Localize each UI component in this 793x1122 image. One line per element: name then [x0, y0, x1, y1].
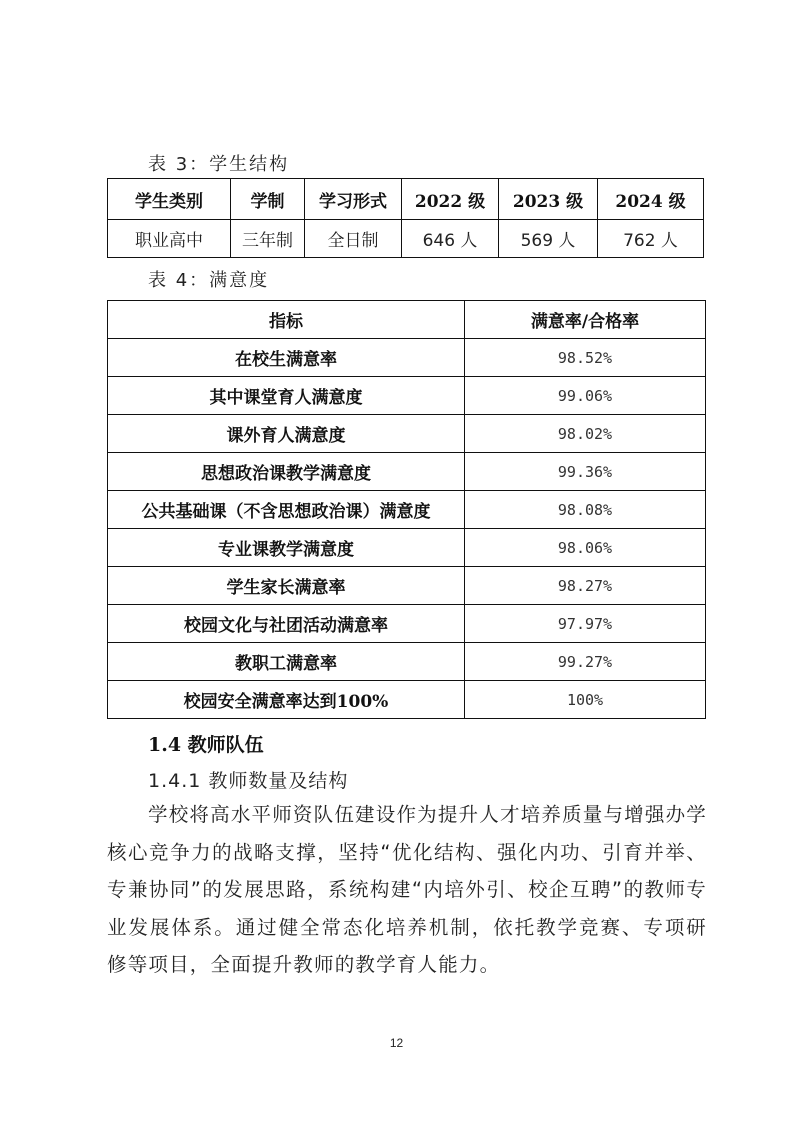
- table4-caption: 表 4：满意度: [148, 270, 270, 291]
- rate-value: 99.36%: [465, 453, 706, 491]
- table-row: [108, 453, 706, 491]
- subsection-heading: 1.4.1 教师数量及结构: [148, 770, 349, 792]
- rate-value: 98.27%: [465, 567, 706, 605]
- indicator-label: 思想政治课教学满意度: [108, 453, 465, 491]
- cell-grade-2022: 646 人: [402, 220, 499, 258]
- header-rate: 满意率/合格率: [465, 301, 706, 339]
- rate-value: 98.02%: [465, 415, 706, 453]
- table-row: [108, 681, 706, 719]
- cell-study-mode: 全日制: [305, 220, 402, 258]
- indicator-label: 其中课堂育人满意度: [108, 377, 465, 415]
- body-paragraph: 学校将高水平师资队伍建设作为提升人才培养质量与增强办学核心竞争力的战略支撑，坚持“优化结构、强化内功、引育并举、专兼协同”的发展思路，系统构建“内培外引、校企互聘”的教师专业发展体系。通过健全常态化培养机制，依托教学竞赛、专项研修等项目，全面提升教师的教学育人能力。: [107, 803, 707, 976]
- rate-value: 98.08%: [465, 491, 706, 529]
- table-header-row: [108, 301, 706, 339]
- rate-value: 100%: [465, 681, 706, 719]
- indicator-label: 校园文化与社团活动满意率: [108, 605, 465, 643]
- header-grade-2024: 2024 级: [598, 179, 704, 220]
- indicator-label: 专业课教学满意度: [108, 529, 465, 567]
- rate-value: 98.52%: [465, 339, 706, 377]
- indicator-label: 课外育人满意度: [108, 415, 465, 453]
- indicator-label: 在校生满意率: [108, 339, 465, 377]
- rate-value: 97.97%: [465, 605, 706, 643]
- header-study-mode: 学习形式: [305, 179, 402, 220]
- table3-caption: 表 3：学生结构: [148, 154, 290, 175]
- header-grade-2022: 2022 级: [402, 179, 499, 220]
- table-row: [108, 415, 706, 453]
- page-number: 12: [389, 1036, 404, 1050]
- section-heading: 1.4 教师队伍: [148, 734, 264, 756]
- table-row: [108, 339, 706, 377]
- rate-value: 99.27%: [465, 643, 706, 681]
- cell-student-type: 职业高中: [108, 220, 231, 258]
- rate-value: 99.06%: [465, 377, 706, 415]
- header-schooling-system: 学制: [231, 179, 305, 220]
- indicator-label: 公共基础课（不含思想政治课）满意度: [108, 491, 465, 529]
- indicator-label: 校园安全满意率达到100%: [108, 681, 465, 719]
- table-row: [108, 491, 706, 529]
- indicator-label: 教职工满意率: [108, 643, 465, 681]
- rate-value: 98.06%: [465, 529, 706, 567]
- cell-schooling-system: 三年制: [231, 220, 305, 258]
- table-row: [108, 605, 706, 643]
- cell-grade-2024: 762 人: [598, 220, 704, 258]
- table-row: [108, 377, 706, 415]
- table-row: [108, 567, 706, 605]
- cell-grade-2023: 569 人: [499, 220, 598, 258]
- student-structure-table: [107, 178, 704, 258]
- header-student-type: 学生类别: [108, 179, 231, 220]
- header-indicator: 指标: [108, 301, 465, 339]
- table-row: [108, 643, 706, 681]
- satisfaction-table: [107, 300, 706, 719]
- indicator-label: 学生家长满意率: [108, 567, 465, 605]
- header-grade-2023: 2023 级: [499, 179, 598, 220]
- table-header-row: [108, 179, 704, 220]
- table-row: [108, 220, 704, 258]
- table-row: [108, 529, 706, 567]
